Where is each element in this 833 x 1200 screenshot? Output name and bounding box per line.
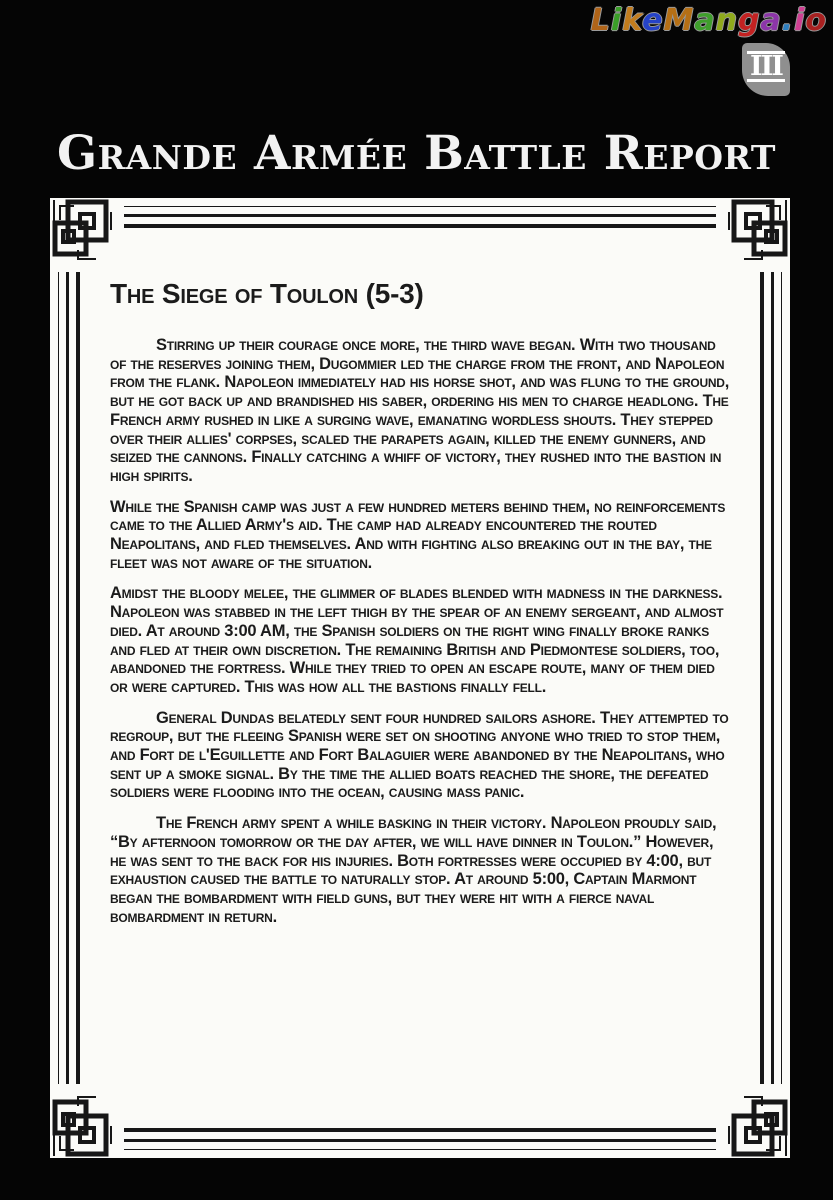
corner-ornament-bottom-right — [716, 1084, 790, 1158]
watermark-letter: i — [610, 3, 623, 38]
watermark-letter: n — [715, 3, 738, 38]
report-paragraph: The French army spent a while basking in their victory. Napoleon proudly said, “By afternoon tomorrow or the day after, we will have dinner in Toulon.” However, he was sent to the back for his injuries. Both fortresses were occupied by 4:00, but exhaustion caused the battle to naturally stop. At around 5:00, Captain Marmont began the bombardment with field guns, but they were hit with a fierce naval bombardment in return. — [110, 814, 717, 926]
watermark-letter: o — [805, 3, 827, 38]
greek-key-icon — [716, 1084, 790, 1158]
watermark-letter: L — [590, 3, 611, 38]
report-paragraph: General Dundas belatedly sent four hundred sailors ashore. They attempted to regroup, but the fleeing Spanish were set on shooting anyone who tried to stop them, and Fort de l'Eguillette and Fort Balaguier were abandoned by the Neapolitans, who sent up a smoke signal. By the time the allied boats reached the shore, the defeated soldiers were flooding into the ocean, causing mass panic. — [110, 708, 729, 802]
site-watermark — [591, 3, 827, 38]
corner-ornament-top-right — [716, 198, 790, 272]
watermark-letter: . — [781, 3, 795, 38]
greek-key-icon — [50, 198, 124, 272]
report-page — [50, 198, 790, 1158]
page-title: Grande Armée Battle Report — [57, 126, 776, 181]
pillar-icon — [742, 43, 790, 96]
corner-ornament-bottom-left — [50, 1084, 124, 1158]
roman-numeral-label: III — [747, 51, 785, 83]
watermark-letter: a — [760, 3, 782, 38]
watermark-letter: i — [794, 3, 806, 38]
report-body — [110, 336, 730, 926]
watermark-letter: a — [694, 3, 716, 38]
greek-key-icon — [50, 1084, 124, 1158]
watermark-letter: e — [642, 3, 664, 38]
report-paragraph: Amidst the bloody melee, the glimmer of blades blended with madness in the darkness. Napoleon was stabbed in the left thigh by the spear of an enemy sergeant, and almost died. At around 3:00 AM, the Spanish soldiers on the right wing finally broke ranks and fled at their own discretion. The remaining British and Piedmontese soldiers, too, abandoned the fortress. While they tried to open an escape route, many of them died or were captured. This was how all the bastions finally fell. — [110, 584, 724, 696]
greek-key-icon — [716, 198, 790, 272]
watermark-letter: g — [737, 3, 761, 38]
report-paragraph: Stirring up their courage once more, the third wave began. With two thousand of the reserves joining them, Dugommier led the charge from the front, and Napoleon from the flank. Napoleon immediately had his horse shot, and was flung to the ground, but he got back up and brandished his saber, ordering his men to charge headlong. The French army rushed in like a surging wave, emanating wordless shouts. They stepped over their allies' corpses, scaled the parapets again, killed the enemy gunners, and seized the cannons. Finally catching a whiff of victory, they rushed into the bastion in high spirits. — [110, 336, 730, 485]
report-paragraph: While the Spanish camp was just a few hundred meters behind them, no reinforcements came to the Allied Army's aid. The camp had already encountered the routed Neapolitans, and fled themselves. And with fighting also breaking out in the bay, the fleet was not aware of the situation. — [110, 497, 726, 572]
watermark-letter: M — [663, 3, 695, 38]
report-heading: The Siege of Toulon (5-3) — [110, 278, 424, 309]
watermark-letter: k — [622, 3, 643, 38]
corner-ornament-top-left — [50, 198, 124, 272]
report-content — [110, 278, 730, 938]
